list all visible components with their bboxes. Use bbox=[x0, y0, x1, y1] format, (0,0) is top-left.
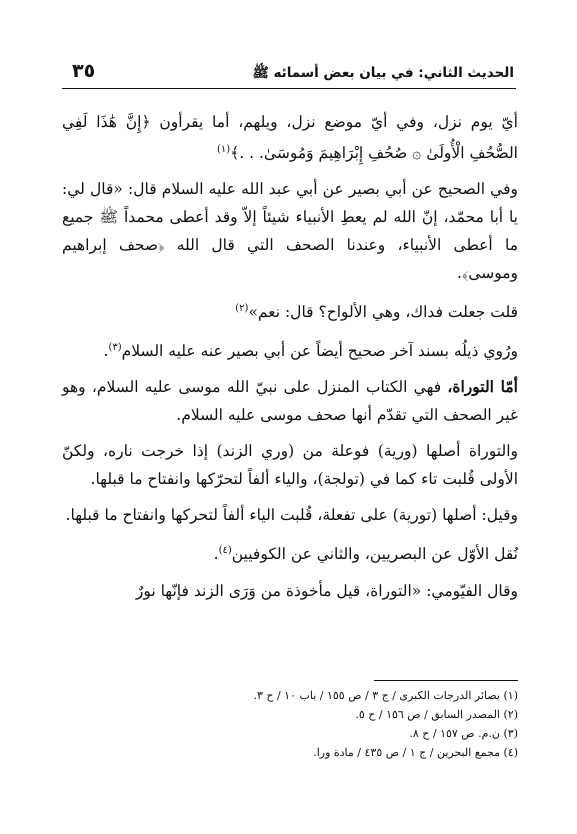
paragraph-1 bbox=[62, 108, 518, 167]
paragraph-9: وقال الفيّومي: «التوراة، قيل مأخوذة من وَرَى الزند فإنّها نورٌ bbox=[135, 581, 518, 600]
torah-heading: أمّا التوراة، bbox=[447, 377, 518, 397]
footnote-ref-2: (٢) bbox=[235, 303, 249, 315]
footnote-3: (٣) ن.م. ص ١٥٧ / ح ٨. bbox=[409, 727, 518, 740]
running-title: الحديث الثاني: في بيان بعض أسمائه ﷺ bbox=[252, 65, 514, 81]
paragraph-2: وفي الصحيح عن أبي بصير عن أبي عبد الله عليه السلام قال: «قال لي: يا أبا محمّد، إنّ الله لم يعطِ الأنبياء شيئاً إلاّ وقد أعطى محمداً ﷺ جميع ما أعطى الأنبياء، وعندنا الصحف التي قال الله ﴿صحف إبراهيم وموسى﴾. bbox=[62, 180, 518, 283]
paragraph-1-text: أيّ يوم نزل، وفي أيّ موضع نزل، ويلهم، أما يقرأون ﴿إِنَّ هَٰذَا لَفِي الصُّحُفِ الْأُولَىٰ ۞ صُحُفِ إِبْرَاهِيمَ وَمُوسَىٰ. . .﴾ bbox=[62, 113, 518, 163]
paragraph-8 bbox=[62, 537, 518, 568]
footnotes bbox=[62, 686, 518, 762]
paragraph-7: وقيل: أصلها (تورية) على تفعلة، قُلبت الياء ألفاً لتحركها وانفتاح ما قبلها. bbox=[65, 506, 518, 525]
footnote-ref-1: (١) bbox=[217, 144, 231, 155]
footnote-ref-3: (٣) bbox=[108, 342, 122, 354]
footnote-4: (٤) مجمع البحرين / ج ١ / ص ٤٣٥ / مادة ورا. bbox=[313, 746, 518, 759]
paragraph-8-text: نُقل الأوّل عن البصريين، والثاني عن الكوفيين bbox=[231, 545, 518, 564]
paragraph-5 bbox=[62, 373, 518, 429]
footnote-divider bbox=[374, 680, 518, 681]
paragraph-4-end: . bbox=[103, 342, 109, 361]
footnote-ref-4: (٤) bbox=[218, 545, 232, 557]
paragraph-3 bbox=[62, 295, 518, 326]
paragraph-8-end: . bbox=[213, 545, 219, 564]
page-number: ٣٥ bbox=[72, 60, 96, 82]
paragraph-6: والتوراة أصلها (ورية) فوعلة من (وري الزند) إذا خرجت ناره، ولكنّ الأولى قُلبت تاء كما في (تولجة)، والياء ألفاً لتحرّكها وانفتاح ما قبلها. bbox=[62, 442, 518, 489]
paragraph-5-text: فهي الكتاب المنزل على نبيّ الله موسى عليه السلام، وهو غير الصحف التي تقدّم أنها صحف موسى عليه السلام. bbox=[62, 378, 518, 425]
paragraph-4-text: ورُوي ذيلُه بسند آخر صحيح أيضاً عن أبي بصير عنه عليه السلام bbox=[121, 342, 518, 361]
footnote-1: (١) بصائر الدرجات الكبرى / ج ٣ / ص ١٥٥ / باب ١٠ / ح ٣. bbox=[253, 689, 518, 702]
paragraph-4 bbox=[62, 334, 518, 365]
page-header bbox=[62, 58, 516, 89]
footnote-2: (٢) المصدر السابق / ص ١٥٦ / ح ٥. bbox=[355, 708, 518, 721]
paragraph-3-text: قلت جعلت فداك، وهي الألواح؟ قال: نعم» bbox=[248, 303, 518, 322]
body-text bbox=[62, 108, 518, 613]
